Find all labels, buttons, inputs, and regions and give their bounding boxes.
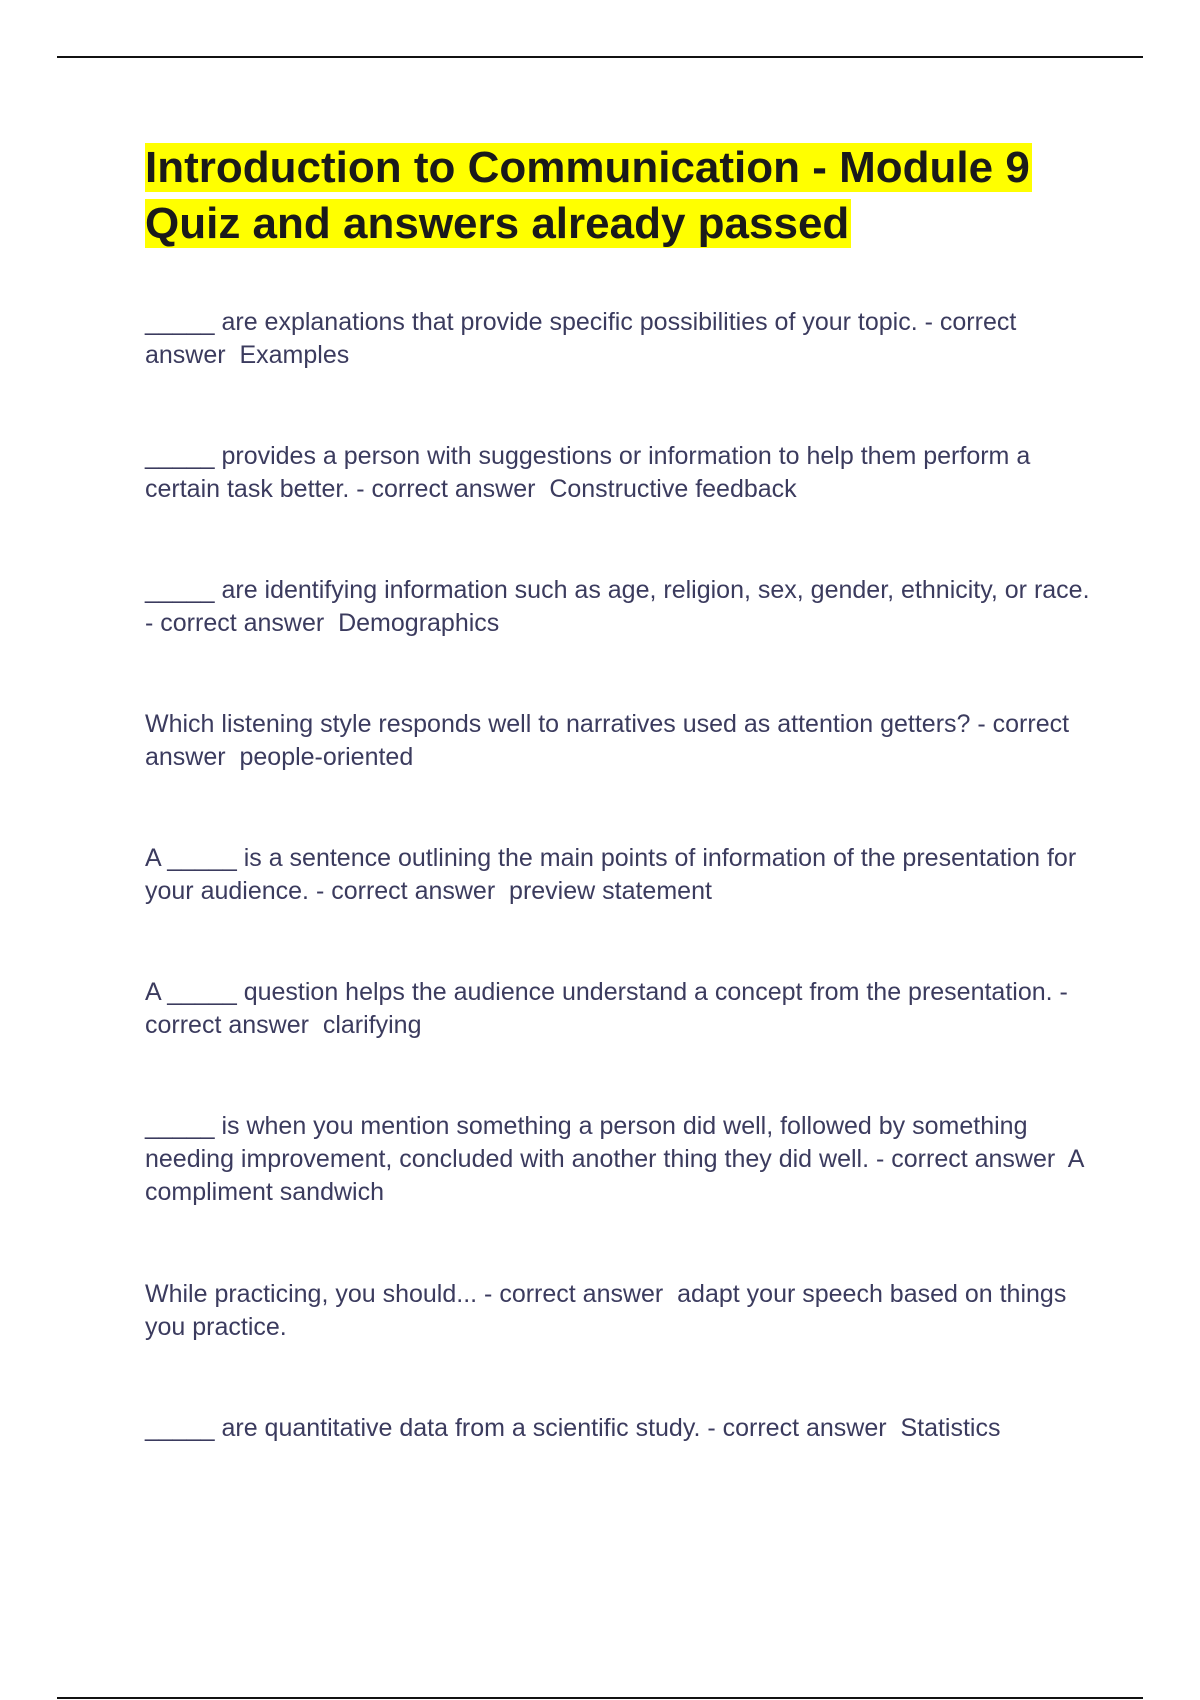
qa-item: _____ are quantitative data from a scientific study. - correct answer Statistics: [145, 1414, 1001, 1442]
qa-item: A _____ question helps the audience understand a concept from the presentation. - correct answer clarifying: [145, 978, 1075, 1039]
qa-item: While practicing, you should... - correct answer adapt your speech based on things you practice.: [145, 1280, 1074, 1341]
qa-item: Which listening style responds well to narratives used as attention getters? - correct answer people-oriented: [145, 710, 1077, 771]
header-rule: [57, 56, 1143, 58]
footer-rule: [57, 1697, 1143, 1699]
document-title: [145, 140, 1095, 252]
qa-item: _____ are identifying information such as age, religion, sex, gender, ethnicity, or race. - correct answer Demographics: [145, 576, 1097, 637]
qa-item: _____ is when you mention something a person did well, followed by something needing improvement, concluded with another thing they did well. - correct answer A compliment sandwich: [145, 1112, 1090, 1206]
document-title-text: Introduction to Communication - Module 9 Quiz and answers already passed: [145, 143, 1030, 248]
qa-item: A _____ is a sentence outlining the main points of information of the presentation for your audience. - correct answer preview statement: [145, 844, 1084, 905]
qa-item: _____ are explanations that provide specific possibilities of your topic. - correct answer Examples: [145, 308, 1024, 369]
qa-item: _____ provides a person with suggestions or information to help them perform a certain task better. - correct answer Constructive feedback: [145, 442, 1038, 503]
document-body: [145, 140, 1095, 252]
